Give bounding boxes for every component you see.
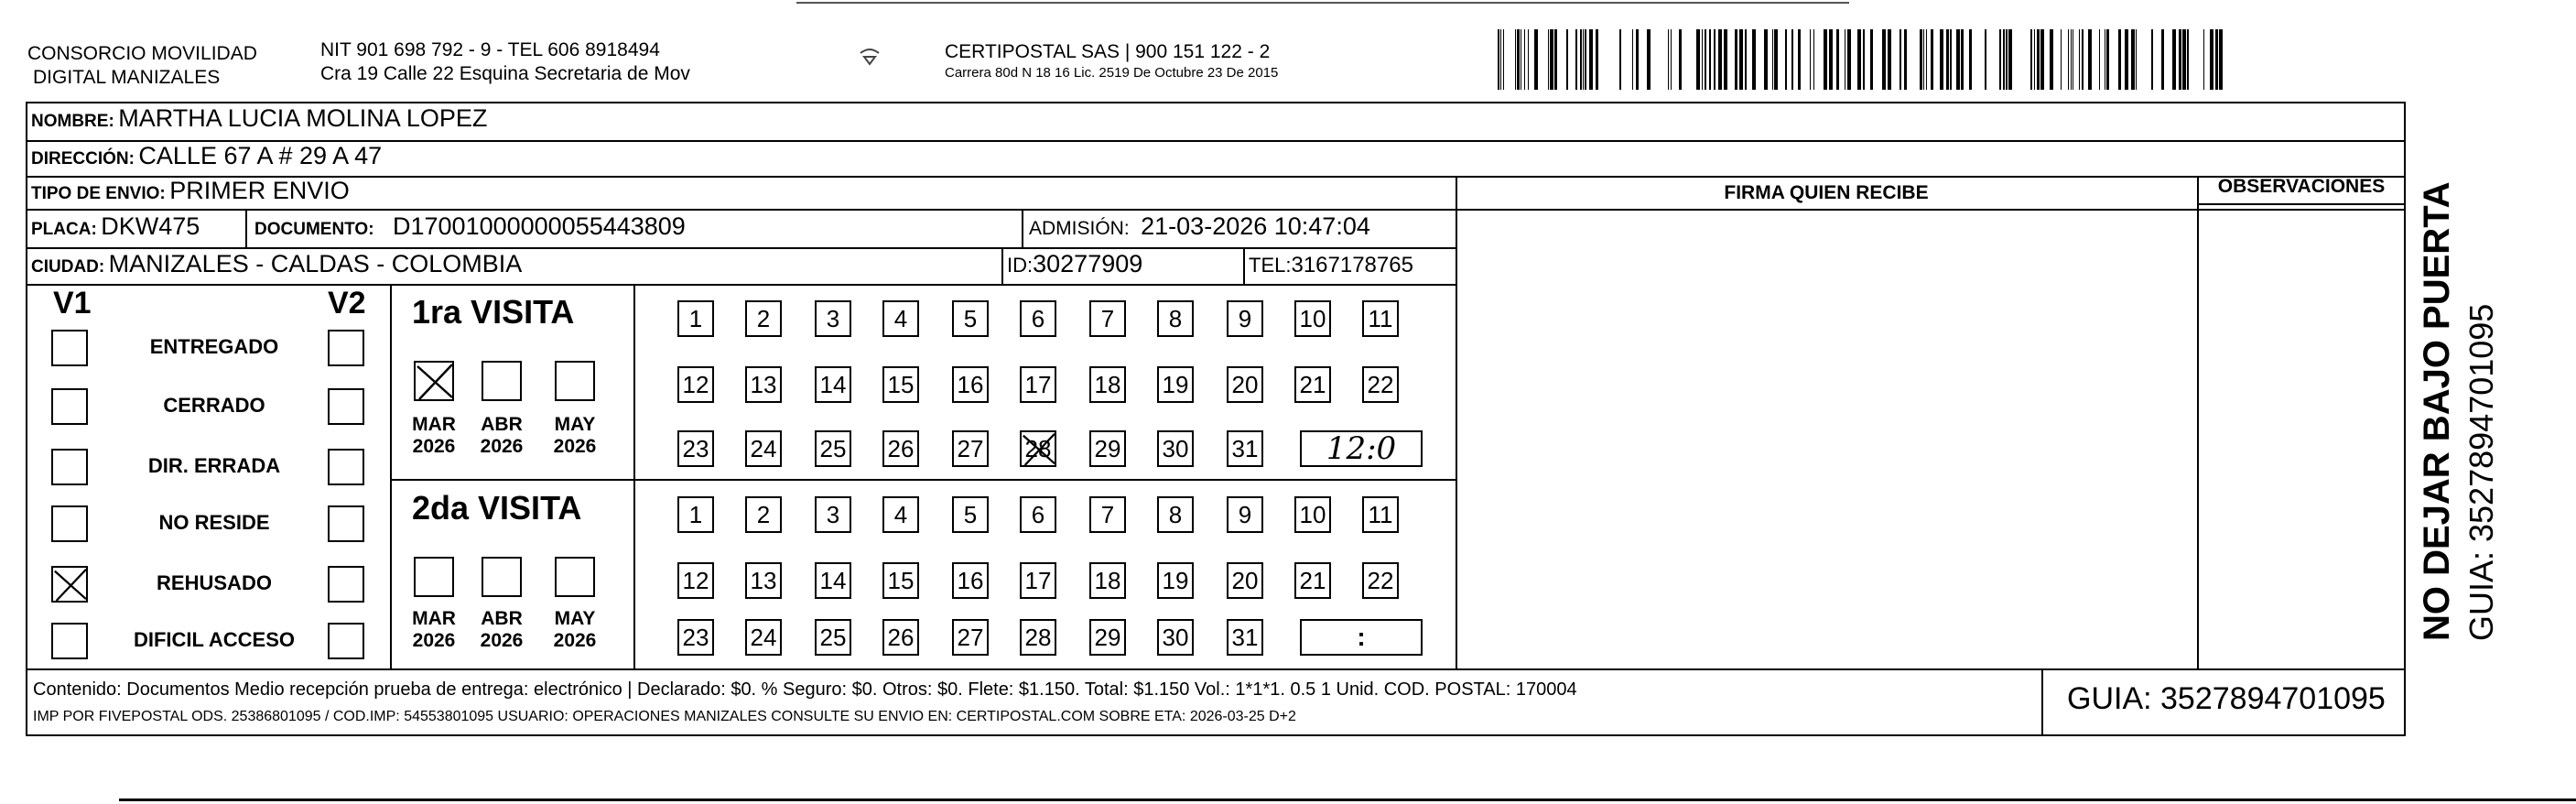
side-guide: GUIA: 3527894701095 [2462, 303, 2500, 641]
company-contact [320, 38, 690, 86]
day-box-3[interactable]: 3 [815, 300, 851, 337]
v1-header: V1 [53, 286, 92, 321]
v2-checkbox-0[interactable] [328, 330, 364, 366]
day-box-5[interactable]: 5 [952, 496, 989, 533]
courier-logo-icon [857, 46, 882, 68]
status-label: DIFICIL ACCESO [133, 628, 295, 651]
month-label: ABR 2026 [480, 414, 524, 457]
status-label: NO RESIDE [158, 511, 270, 534]
recipient-address: CALLE 67 A # 29 A 47 [138, 142, 383, 169]
day-box-26[interactable]: 26 [882, 430, 919, 467]
month-label: MAY 2026 [553, 608, 597, 651]
frame-top [26, 102, 2406, 103]
day-box-20[interactable]: 20 [1227, 366, 1263, 403]
frame-right [2404, 102, 2406, 736]
v2-checkbox-5[interactable] [328, 623, 364, 659]
v1-checkbox-0[interactable] [51, 330, 88, 366]
day-box-4[interactable]: 4 [882, 496, 919, 533]
frame-bottom [26, 734, 2406, 736]
day-box-2[interactable]: 2 [745, 300, 782, 337]
side-warning: NO DEJAR BAJO PUERTA [2417, 181, 2457, 641]
v1-checkbox-2[interactable] [51, 449, 88, 485]
plate-label: PLACA: [31, 220, 97, 239]
v2-checkbox-4[interactable] [328, 566, 364, 603]
day-box-21[interactable]: 21 [1294, 562, 1331, 599]
first-visit-title: 1ra VISITA [412, 293, 575, 331]
day-box-12[interactable]: 12 [677, 366, 714, 403]
plate-cell [31, 212, 200, 241]
day-box-26[interactable]: 26 [882, 619, 919, 656]
status-label: DIR. ERRADA [147, 454, 281, 477]
day-box-22[interactable]: 22 [1362, 562, 1399, 599]
day-box-28[interactable]: 28 [1020, 430, 1056, 467]
month-checkbox-first-1[interactable] [482, 361, 522, 401]
day-box-13[interactable]: 13 [745, 366, 782, 403]
day-box-9[interactable]: 9 [1227, 300, 1263, 337]
day-box-15[interactable]: 15 [882, 562, 919, 599]
day-box-14[interactable]: 14 [815, 366, 851, 403]
day-box-21[interactable]: 21 [1294, 366, 1331, 403]
status-label: ENTREGADO [149, 335, 279, 358]
signature-col-left [1456, 176, 1457, 670]
plate-sep [245, 209, 247, 247]
courier-info [945, 40, 1278, 82]
month-checkbox-second-0[interactable] [414, 557, 454, 597]
admission: 21-03-2026 10:47:04 [1141, 212, 1370, 240]
day-box-24[interactable]: 24 [745, 619, 782, 656]
day-box-5[interactable]: 5 [952, 300, 989, 337]
address-row [31, 142, 382, 170]
admission-sep [1022, 209, 1023, 247]
day-box-23[interactable]: 23 [677, 430, 714, 467]
month-checkbox-second-1[interactable] [482, 557, 522, 597]
row-line-2 [26, 176, 2406, 178]
day-box-13[interactable]: 13 [745, 562, 782, 599]
day-box-19[interactable]: 19 [1157, 562, 1194, 599]
day-box-25[interactable]: 25 [815, 619, 851, 656]
city: MANIZALES - CALDAS - COLOMBIA [108, 250, 523, 277]
status-panel-sep [390, 284, 392, 668]
visit-sep [390, 479, 1457, 481]
v1-checkbox-1[interactable] [51, 388, 88, 425]
company-name [27, 42, 257, 90]
day-box-1[interactable]: 1 [677, 300, 714, 337]
day-box-25[interactable]: 25 [815, 430, 851, 467]
company-line-1: CONSORCIO MOVILIDAD [27, 43, 257, 64]
id-sep [1001, 247, 1003, 284]
id-label: ID: [1007, 254, 1034, 277]
month-label: MAY 2026 [553, 414, 597, 457]
observations-header: OBSERVACIONES [2217, 176, 2386, 197]
month-label: MAR 2026 [412, 414, 456, 457]
row-line-footer [26, 668, 2406, 670]
document: D17001000000055443809 [393, 212, 686, 240]
day-box-16[interactable]: 16 [952, 366, 989, 403]
day-box-12[interactable]: 12 [677, 562, 714, 599]
day-box-11[interactable]: 11 [1362, 496, 1399, 533]
name-label: NOMBRE: [31, 112, 114, 131]
v2-checkbox-3[interactable] [328, 505, 364, 542]
observations-col-left [2197, 176, 2199, 670]
document-label: DOCUMENTO: [254, 220, 374, 239]
day-box-29[interactable]: 29 [1089, 430, 1126, 467]
id-cell [1007, 250, 1142, 278]
v2-checkbox-1[interactable] [328, 388, 364, 425]
row-line-5 [26, 284, 1457, 286]
time-box[interactable]: 12:0 [1300, 430, 1423, 467]
day-box-23[interactable]: 23 [677, 619, 714, 656]
status-label: CERRADO [163, 394, 265, 417]
day-box-7[interactable]: 7 [1089, 496, 1126, 533]
day-box-17[interactable]: 17 [1020, 366, 1056, 403]
tel-label: TEL: [1249, 254, 1292, 277]
day-box-18[interactable]: 18 [1089, 562, 1126, 599]
address-line: Cra 19 Calle 22 Esquina Secretaria de Mov [320, 63, 690, 84]
day-box-9[interactable]: 9 [1227, 496, 1263, 533]
courier-line-1: CERTIPOSTAL SAS | 900 151 122 - 2 [945, 41, 1271, 62]
month-label: MAR 2026 [412, 608, 456, 651]
imp-line: IMP POR FIVEPOSTAL ODS. 25386801095 / COD.IMP: 54553801095 USUARIO: OPERACIONES MANIZALES CONSULTE SU ENVIO EN: CERTIPOSTAL.COM SOBRE ETA: 2026-03-25 D+2 [33, 709, 1296, 724]
address-label: DIRECCIÓN: [31, 149, 135, 168]
content-line: Contenido: Documentos Medio recepción prueba de entrega: electrónico | Declarado: $0. % Seguro: $0. Otros: $0. Flete: $1.150. Total: $1.150 Vol.: 1*1*1. 0.5 1 Unid. COD. POSTAL: 170004 [33, 679, 1577, 700]
send-type-label: TIPO DE ENVIO: [31, 184, 166, 203]
day-box-7[interactable]: 7 [1089, 300, 1126, 337]
day-box-6[interactable]: 6 [1020, 300, 1056, 337]
month-checkbox-first-2[interactable] [555, 361, 595, 401]
day-box-31[interactable]: 31 [1227, 430, 1263, 467]
day-box-3[interactable]: 3 [815, 496, 851, 533]
nit-line: NIT 901 698 792 - 9 - TEL 606 8918494 [320, 39, 660, 60]
second-visit-title: 2da VISITA [412, 489, 582, 527]
day-box-27[interactable]: 27 [952, 430, 989, 467]
status-label: REHUSADO [157, 571, 272, 594]
send-type: PRIMER ENVIO [169, 177, 350, 204]
day-box-8[interactable]: 8 [1157, 300, 1194, 337]
barcode [1498, 29, 2226, 90]
v2-header: V2 [328, 286, 366, 321]
v1-checkbox-4[interactable] [51, 566, 88, 603]
frame-left [26, 102, 27, 736]
day-box-22[interactable]: 22 [1362, 366, 1399, 403]
v2-checkbox-2[interactable] [328, 449, 364, 485]
month-panel-sep [633, 284, 635, 668]
day-box-10[interactable]: 10 [1294, 300, 1331, 337]
recipient-name: MARTHA LUCIA MOLINA LOPEZ [118, 104, 488, 132]
day-box-10[interactable]: 10 [1294, 496, 1331, 533]
month-label: ABR 2026 [480, 608, 524, 651]
day-box-15[interactable]: 15 [882, 366, 919, 403]
day-box-30[interactable]: 30 [1157, 430, 1194, 467]
day-box-6[interactable]: 6 [1020, 496, 1056, 533]
day-box-16[interactable]: 16 [952, 562, 989, 599]
company-line-2: DIGITAL MANIZALES [33, 67, 221, 88]
id-value: 30277909 [1033, 250, 1143, 277]
footer-guide-sep [2041, 668, 2043, 736]
admission-cell [1029, 212, 1370, 241]
document-cell [254, 212, 686, 241]
tel-value: 3167178765 [1291, 253, 1413, 277]
day-box-14[interactable]: 14 [815, 562, 851, 599]
day-box-19[interactable]: 19 [1157, 366, 1194, 403]
month-checkbox-second-2[interactable] [555, 557, 595, 597]
bottom-scan-line [119, 799, 2576, 801]
top-scan-line [796, 2, 1849, 4]
admission-label: ADMISIÓN: [1029, 218, 1130, 239]
send-type-row [31, 177, 350, 205]
day-box-29[interactable]: 29 [1089, 619, 1126, 656]
day-box-11[interactable]: 11 [1362, 300, 1399, 337]
day-box-1[interactable]: 1 [677, 496, 714, 533]
city-label: CIUDAD: [31, 257, 105, 277]
v1-checkbox-3[interactable] [51, 505, 88, 542]
day-box-24[interactable]: 24 [745, 430, 782, 467]
v1-checkbox-5[interactable] [51, 623, 88, 659]
day-box-31[interactable]: 31 [1227, 619, 1263, 656]
city-cell [31, 250, 522, 278]
day-box-30[interactable]: 30 [1157, 619, 1194, 656]
day-box-18[interactable]: 18 [1089, 366, 1126, 403]
tel-cell [1249, 253, 1413, 278]
footer-guide: GUIA: 3527894701095 [2067, 681, 2386, 716]
day-box-17[interactable]: 17 [1020, 562, 1056, 599]
plate: DKW475 [101, 212, 200, 240]
row-line-3 [26, 209, 2406, 211]
tel-sep [1243, 247, 1245, 284]
day-box-28[interactable]: 28 [1020, 619, 1056, 656]
day-box-2[interactable]: 2 [745, 496, 782, 533]
time-box[interactable]: : [1300, 619, 1423, 656]
day-box-8[interactable]: 8 [1157, 496, 1194, 533]
day-box-27[interactable]: 27 [952, 619, 989, 656]
month-checkbox-first-0[interactable] [414, 361, 454, 401]
signature-header: FIRMA QUIEN RECIBE [1724, 182, 1929, 203]
name-row [31, 104, 487, 133]
courier-line-2: Carrera 80d N 18 16 Lic. 2519 De Octubre 23 De 2015 [945, 65, 1279, 81]
day-box-20[interactable]: 20 [1227, 562, 1263, 599]
observations-underline [2199, 203, 2404, 205]
day-box-4[interactable]: 4 [882, 300, 919, 337]
row-line-1 [26, 140, 2406, 142]
